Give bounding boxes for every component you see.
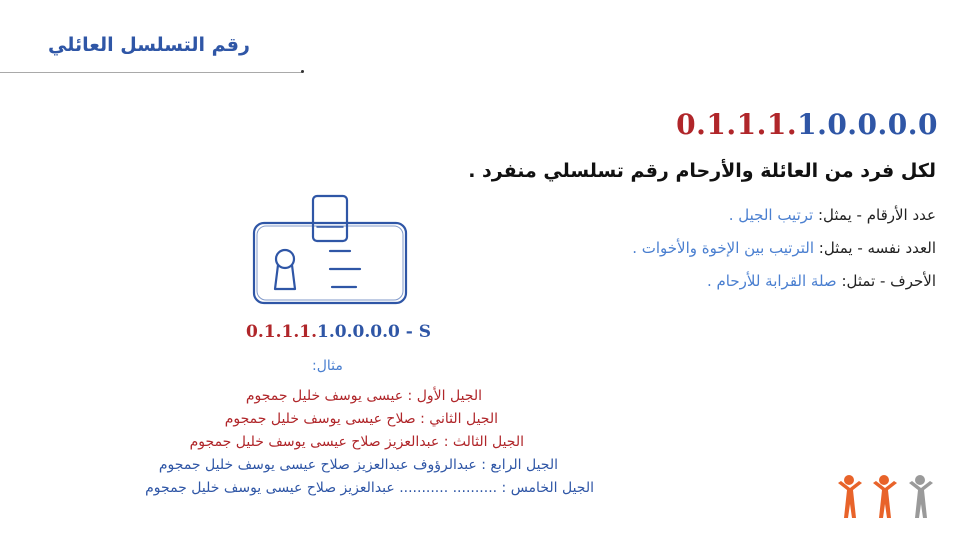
legend-item <box>632 204 936 237</box>
sample-code-blue-part: 1.0.0.0.0 - S <box>317 322 431 342</box>
generation-row: الجيل الأول : عيسى يوسف خليل جمجوم <box>245 388 482 404</box>
title-divider-dot <box>301 70 304 73</box>
legend-item <box>632 237 936 270</box>
sample-code-red-part: 0.1.1.1. <box>246 322 317 342</box>
legend-item <box>632 270 936 303</box>
legend-meaning: صلة القرابة للأرحام . <box>706 272 837 290</box>
generation-row: الجيل الثاني : صلاح عيسى يوسف خليل جمجوم <box>224 411 498 427</box>
slide-title: رقم التسلسل العائلي <box>48 34 250 56</box>
legend-meaning: الترتيب بين الإخوة والأخوات . <box>632 239 814 257</box>
serial-code-red-part: 0.1.1.1. <box>676 108 798 141</box>
legend-meaning: ترتيب الجيل . <box>728 206 814 224</box>
title-divider <box>0 72 302 73</box>
generations-list <box>14 385 594 500</box>
generation-row: الجيل الخامس : .......... ........... عبدالعزيز صلاح عيسى يوسف خليل جمجوم <box>145 480 594 496</box>
example-label: مثال: <box>312 358 343 374</box>
legend-term: العدد نفسه - يمثل: <box>814 239 936 257</box>
id-card-icon <box>250 193 410 308</box>
serial-code-blue-part: 1.0.0.0.0 <box>797 108 938 141</box>
headline: لكل فرد من العائلة والأرحام رقم تسلسلي منفرد . <box>468 160 936 182</box>
legend-term: الأحرف - تمثل: <box>836 272 936 290</box>
people-logo-icon <box>836 474 942 520</box>
legend-list <box>632 204 936 303</box>
generation-row: الجيل الرابع : عبدالرؤوف عبدالعزيز صلاح عيسى يوسف خليل جمجوم <box>158 457 558 473</box>
legend-term: عدد الأرقام - يمثل: <box>813 206 936 224</box>
serial-code-main <box>676 108 938 141</box>
generation-row: الجيل الثالث : عبدالعزيز صلاح عيسى يوسف خليل جمجوم <box>189 434 524 450</box>
sample-code <box>246 322 431 342</box>
